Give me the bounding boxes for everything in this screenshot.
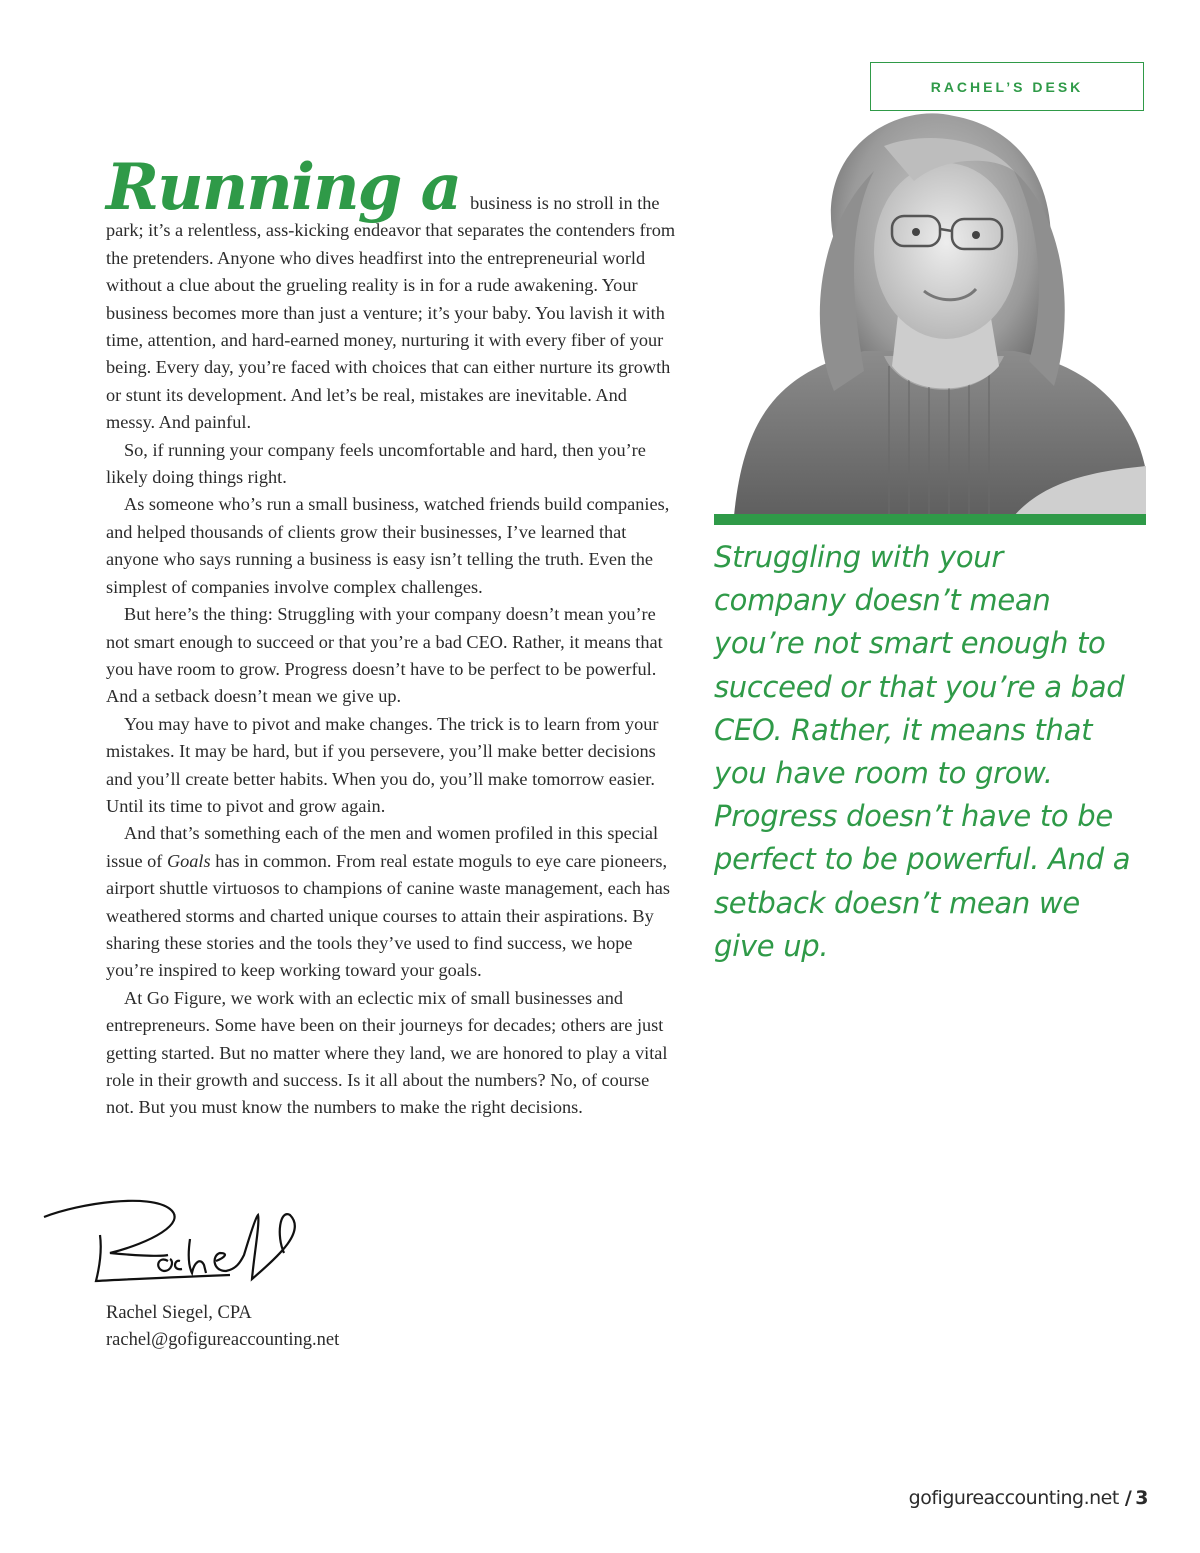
article-paragraph-6 [106, 820, 678, 984]
portrait-photo [714, 111, 1146, 516]
paragraph-text: business is no stroll in the park; it’s a relentless, ass-kicking endeavor that separates the contenders from the pretenders. Anyone who dives headfirst into the entrepreneurial world without a clue about the grueling reality is in for a rude awakening. Your business becomes more than just a venture; it’s your baby. You lavish it with time, attention, and hard-earned money, nurturing it with every fiber of your being. Every day, you’re faced with choices that can either nurture its growth or stunt its development. And let’s be real, mistakes are inevitable. And messy. And painful. [106, 193, 676, 433]
pull-quote: Struggling with your company doesn’t mean you’re not smart enough to succeed or that you’re a bad CEO. Rather, it means that you have room to grow. Progress doesn’t have to be perfect to be powerful. And a setback doesn’t mean we give up. [714, 540, 1131, 963]
green-divider [714, 514, 1146, 525]
paragraph-text: has in common. From real estate moguls to eye care pioneers, airport shuttle virtuosos to champions of canine waste management, each has weathered storms and charted unique courses to attain their aspirations. By sharing these stories and the tools they’ve used to find success, we hope you’re inspired to keep working toward your goals. [106, 850, 671, 981]
article-body [106, 150, 678, 1122]
author-name: Rachel Siegel, CPA [106, 1303, 252, 1323]
page-number: 3 [1135, 1487, 1148, 1509]
page-footer [909, 1487, 1148, 1509]
article-paragraph-4: But here’s the thing: Struggling with your company doesn’t mean you’re not smart enough to succeed or that you’re a bad CEO. Rather, it means that you have room to grow. Progress doesn’t have to be perfect to be powerful. And a setback doesn’t mean we give up. [106, 604, 663, 707]
section-tag: RACHEL’S DESK [870, 62, 1144, 111]
author-portrait [714, 111, 1146, 516]
article-paragraph-1 [106, 150, 678, 437]
footer-separator: / [1124, 1487, 1132, 1509]
paragraph-text: And that’s something each of the men and women profiled in this special issue of [106, 823, 659, 871]
author-signoff [106, 1300, 339, 1354]
article-paragraph-3: As someone who’s run a small business, watched friends build companies, and helped thousands of clients grow their businesses, I’ve learned that anyone who says running a business is easy isn’t telling the truth. Even the simplest of companies involve complex challenges. [106, 494, 670, 597]
dropcap-heading: Running a [106, 150, 461, 225]
article-paragraph-2: So, if running your company feels uncomfortable and hard, then you’re likely doing things right. [106, 439, 646, 488]
article-paragraph-5: You may have to pivot and make changes. The trick is to learn from your mistakes. It may be hard, but if you persevere, you’ll make better decisions and you’ll create better habits. When you do, you’ll make tomorrow easier. Until its time to pivot and grow again. [106, 713, 659, 816]
magazine-title: Goals [166, 850, 211, 871]
author-email: rachel@gofigureaccounting.net [106, 1330, 340, 1350]
footer-site: gofigureaccounting.net [908, 1487, 1119, 1509]
article-paragraph-7: At Go Figure, we work with an eclectic mix of small businesses and entrepreneurs. Some have been on their journeys for decades; others are just getting started. But no matter where they land, we are honored to play a vital role in their growth and success. Is it all about the numbers? No, of course not. But you must know the numbers to make the right decisions. [106, 987, 668, 1118]
handwritten-signature [40, 1195, 320, 1295]
